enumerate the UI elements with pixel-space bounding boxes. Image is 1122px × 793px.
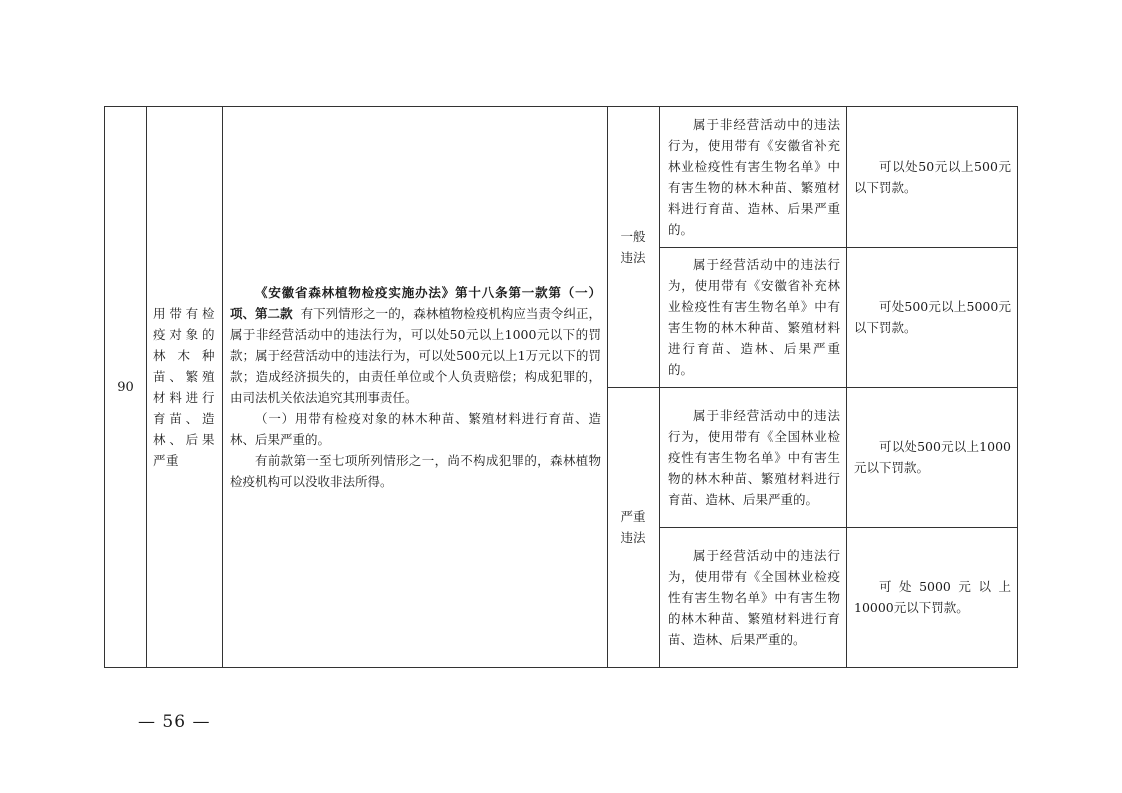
circumstance-text: 属于经营活动中的违法行为，使用带有《全国林业检疫性有害生物名单》中有害生物的林木种苗、繁殖材料进行育苗、造林、后果严重的。 [668,547,840,647]
penalty-text: 可以处500元以上1000元以下罚款。 [854,439,1011,475]
penalty-text: 可处5000元以上10000元以下罚款。 [854,579,1011,615]
legal-basis-item: （一）用带有检疫对象的林木种苗、繁殖材料进行育苗、造林、后果严重的。 [230,411,601,447]
legal-basis-main [230,282,601,408]
circumstance-cell [659,247,846,387]
violation-item: 用带有检疫对象的林木种苗、繁殖材料进行育苗、造林、后果严重 [153,306,215,468]
penalty-cell [846,107,1017,247]
penalty-cell [846,247,1017,387]
penalty-table [104,106,1018,668]
circumstance-cell [659,107,846,247]
page-number: — 56 — [138,712,211,732]
level-general-label: 一般违法 [620,229,646,265]
penalty-text: 可处500元以上5000元以下罚款。 [854,299,1011,335]
legal-basis-text: 有下列情形之一的，森林植物检疫机构应当责令纠正，属于非经营活动中的违法行为，可以处50元以上1000元以下的罚款；属于经营活动中的违法行为，可以处500元以上1万元以下的罚款；造成经济损失的，由责任单位或个人负责赔偿；构成犯罪的，由司法机关依法追究其刑事责任。 [230,306,601,405]
penalty-cell [846,527,1017,667]
legal-basis-extra: 有前款第一至七项所列情形之一，尚不构成犯罪的，森林植物检疫机构可以没收非法所得。 [230,453,601,489]
legal-basis-title: 《安徽省森林植物检疫实施办法》第十八条第一款第（一）项、第二款 [230,285,601,321]
penalty-text: 可以处50元以上500元以下罚款。 [854,159,1011,195]
penalty-cell [846,387,1017,527]
level-general [607,107,659,387]
row-number: 90 [117,379,134,395]
circumstance-cell [659,387,846,527]
circumstance-text: 属于非经营活动中的违法行为，使用带有《安徽省补充林业检疫性有害生物名单》中有害生物的林木种苗、繁殖材料进行育苗、造林、后果严重的。 [668,117,840,237]
circumstance-text: 属于非经营活动中的违法行为，使用带有《全国林业检疫性有害生物名单》中有害生物的林木种苗、繁殖材料进行育苗、造林、后果严重的。 [668,407,840,507]
circumstance-text: 属于经营活动中的违法行为，使用带有《安徽省补充林业检疫性有害生物名单》中有害生物的林木种苗、繁殖材料进行育苗、造林、后果严重的。 [668,257,840,377]
level-serious [607,387,659,667]
legal-basis [222,107,607,667]
level-serious-label: 严重违法 [620,509,646,545]
circumstance-cell [659,527,846,667]
